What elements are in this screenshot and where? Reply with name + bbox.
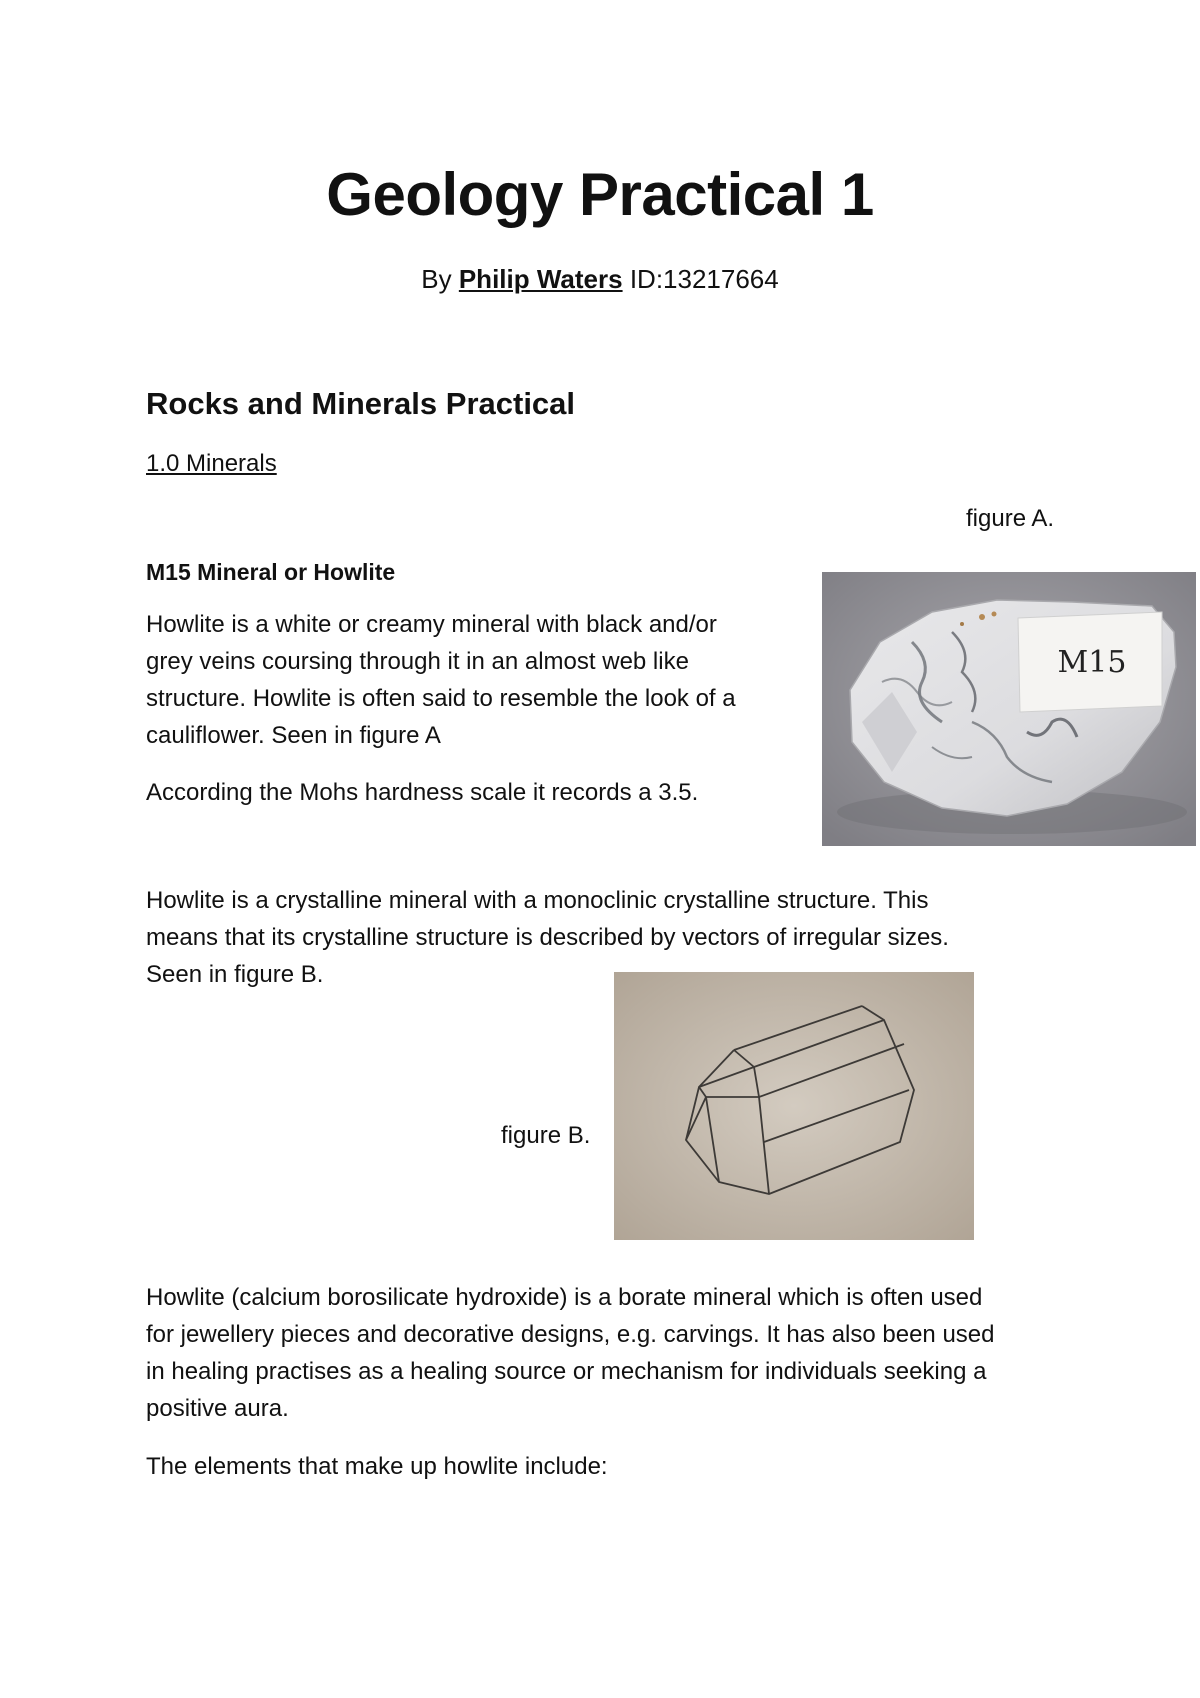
text-line: Howlite is a white or creamy mineral with black and/or — [146, 611, 717, 638]
text-line: Howlite (calcium borosilicate hydroxide) is a borate mineral which is often used — [146, 1284, 983, 1311]
figure-b-caption: figure B. — [501, 1122, 591, 1149]
document-title: Geology Practical 1 — [326, 161, 874, 228]
text-line: for jewellery pieces and decorative designs, e.g. carvings. It has also been used — [146, 1321, 995, 1348]
text-line: means that its crystalline structure is described by vectors of irregular sizes. — [146, 924, 949, 951]
figure-a-image — [822, 572, 1196, 846]
text-line: structure. Howlite is often said to resemble the look of a — [146, 685, 736, 712]
subsection-heading: 1.0 Minerals — [146, 450, 277, 477]
paragraph-elements: The elements that make up howlite include: — [146, 1453, 608, 1480]
section-heading: Rocks and Minerals Practical — [146, 386, 576, 421]
text-line: Howlite is a crystalline mineral with a monoclinic crystalline structure. This — [146, 887, 929, 914]
crystal-sketch-drawing-icon — [614, 972, 974, 1240]
figure-b-image — [614, 972, 974, 1240]
paragraph-hardness: According the Mohs hardness scale it records a 3.5. — [146, 779, 699, 806]
paragraph-uses — [146, 1279, 994, 1427]
text-line: grey veins coursing through it in an almost web like — [146, 648, 689, 675]
mineral-heading: M15 Mineral or Howlite — [146, 559, 396, 585]
howlite-rock-photo-icon — [822, 572, 1196, 846]
figure-a-caption: figure A. — [966, 505, 1055, 532]
text-line: positive aura. — [146, 1395, 289, 1422]
rock-label-text: M15 — [1057, 645, 1127, 680]
byline — [0, 262, 1200, 296]
text-line: cauliflower. Seen in figure A — [146, 722, 441, 749]
paragraph-howlite-description — [146, 606, 736, 754]
student-id: ID:13217664 — [629, 264, 779, 294]
author-name: Philip Waters — [458, 264, 623, 294]
byline-prefix: By — [421, 264, 452, 294]
text-line: in healing practises as a healing source or mechanism for individuals seeking a — [146, 1358, 987, 1385]
text-line: Seen in figure B. — [146, 961, 324, 988]
